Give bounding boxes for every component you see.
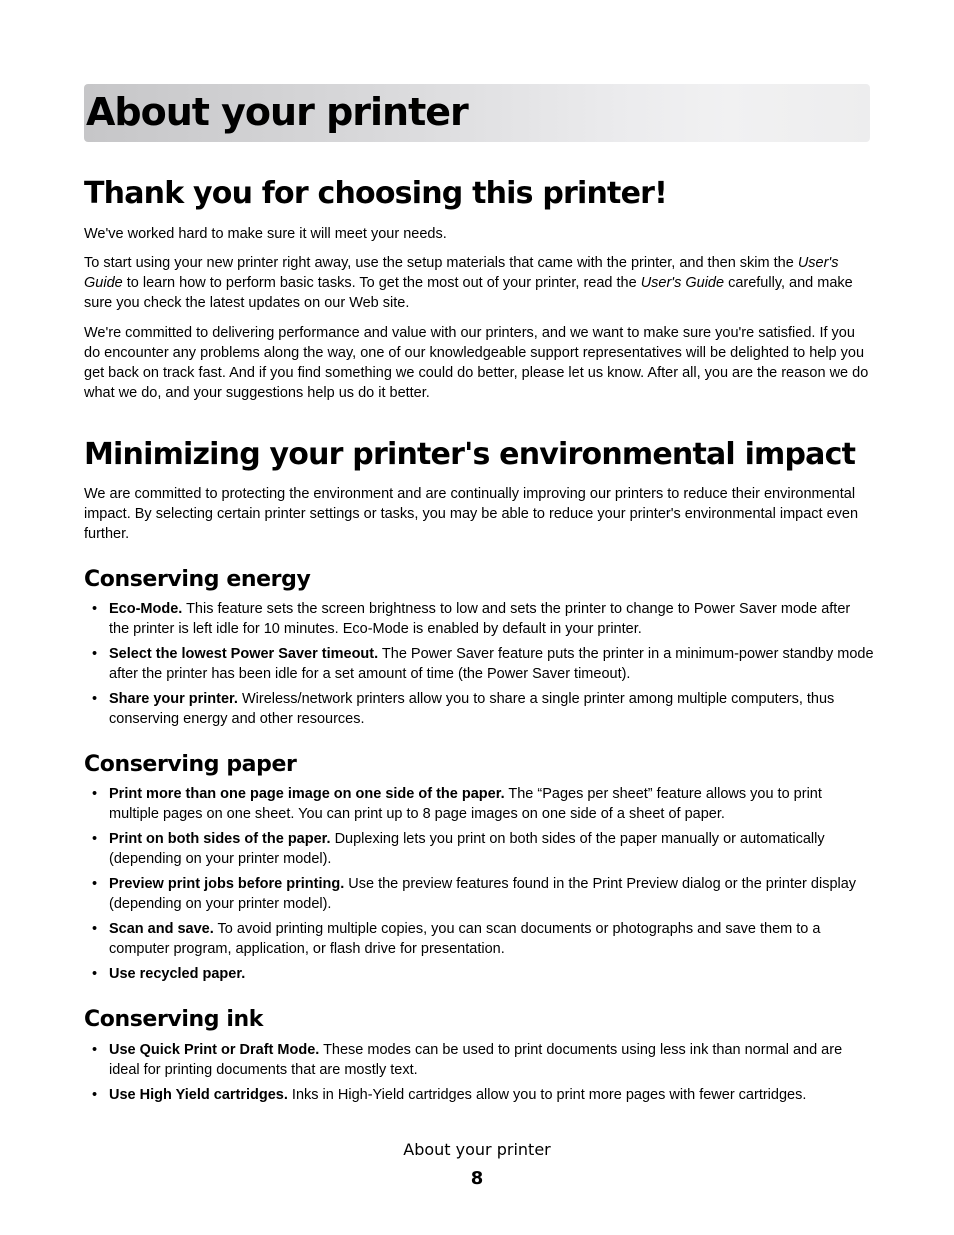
bullet-icon: • (92, 921, 98, 937)
page-number: 8 (470, 1168, 484, 1189)
subheading-conserving-paper: Conserving paper (84, 752, 297, 777)
bullet-icon: • (92, 601, 98, 617)
list-item: • Print on both sides of the paper. Duplexing lets you print on both sides of the paper manually or automatically (depending on your printer model). (92, 831, 825, 867)
environment-intro: We are committed to protecting the environment and are continually improving our printers to reduce their environmental impact. By selecting certain printer settings or tasks, you may be able to reduce your printer's environmental impact even further. (84, 486, 859, 542)
thank-you-paragraph-1: We've worked hard to make sure it will meet your needs. (84, 226, 447, 242)
list-item: • Use recycled paper. (92, 966, 246, 982)
users-guide-title: User's Guide (640, 275, 725, 291)
bullet-icon: • (92, 876, 98, 892)
paper-list (84, 784, 874, 989)
bullet-icon: • (92, 831, 98, 847)
footer-chapter-title: About your printer (403, 1140, 551, 1159)
chapter-title: About your printer (86, 90, 468, 134)
subheading-conserving-energy: Conserving energy (84, 567, 311, 592)
thank-you-paragraph-3: We're committed to delivering performance and value with our printers, and we want to make sure you're satisfied. If you do encounter any problems along the way, one of our knowledgeable support representatives will be delighted to help you get back on track fast. And if you find something we could do better, please let us know. After all, you are the reason we do what we do, and your suggestions help us do it better. (84, 325, 869, 401)
users-guide-title: User's Guide (84, 255, 839, 291)
list-item: • Use Quick Print or Draft Mode. These modes can be used to print documents using less ink than normal and are ideal for printing documents that are mostly text. (92, 1042, 843, 1078)
bullet-icon: • (92, 1087, 98, 1103)
ink-list (84, 1040, 874, 1110)
section-heading-thank-you: Thank you for choosing this printer! (84, 176, 668, 211)
bullet-icon: • (92, 966, 98, 982)
bullet-icon: • (92, 786, 98, 802)
list-item: • Use High Yield cartridges. Inks in High-Yield cartridges allow you to print more pages with fewer cartridges. (92, 1087, 807, 1103)
list-item: • Eco-Mode. This feature sets the screen brightness to low and sets the printer to change to Power Saver mode after the printer is left idle for 10 minutes. Eco-Mode is enabled by default in your printer. (92, 601, 851, 637)
list-item: • Scan and save. To avoid printing multiple copies, you can scan documents or photographs and save them to a computer program, application, or flash drive for presentation. (92, 921, 821, 957)
bullet-icon: • (92, 691, 98, 707)
list-item: • Select the lowest Power Saver timeout. The Power Saver feature puts the printer in a minimum-power standby mode after the printer has been idle for a set amount of time (the Power Saver timeout). (92, 646, 874, 682)
section-heading-environment: Minimizing your printer's environmental impact (84, 437, 856, 472)
thank-you-paragraph-2: To start using your new printer right away, use the setup materials that came with the printer, and then skim the User's Guide to learn how to perform basic tasks. To get the most out of your printer, read the User's Guide carefully, and make sure you check the latest updates on our Web site. (84, 255, 853, 311)
energy-list (84, 599, 874, 734)
bullet-icon: • (92, 646, 98, 662)
list-item: • Preview print jobs before printing. Use the preview features found in the Print Preview dialog or the printer display (depending on your printer model). (92, 876, 857, 912)
subheading-conserving-ink: Conserving ink (84, 1007, 263, 1032)
bullet-icon: • (92, 1042, 98, 1058)
list-item: • Print more than one page image on one side of the paper. The “Pages per sheet” feature allows you to print multiple pages on one sheet. You can print up to 8 page images on one side of a sheet of paper. (92, 786, 822, 822)
list-item: • Share your printer. Wireless/network printers allow you to share a single printer among multiple computers, thus conserving energy and other resources. (92, 691, 835, 727)
